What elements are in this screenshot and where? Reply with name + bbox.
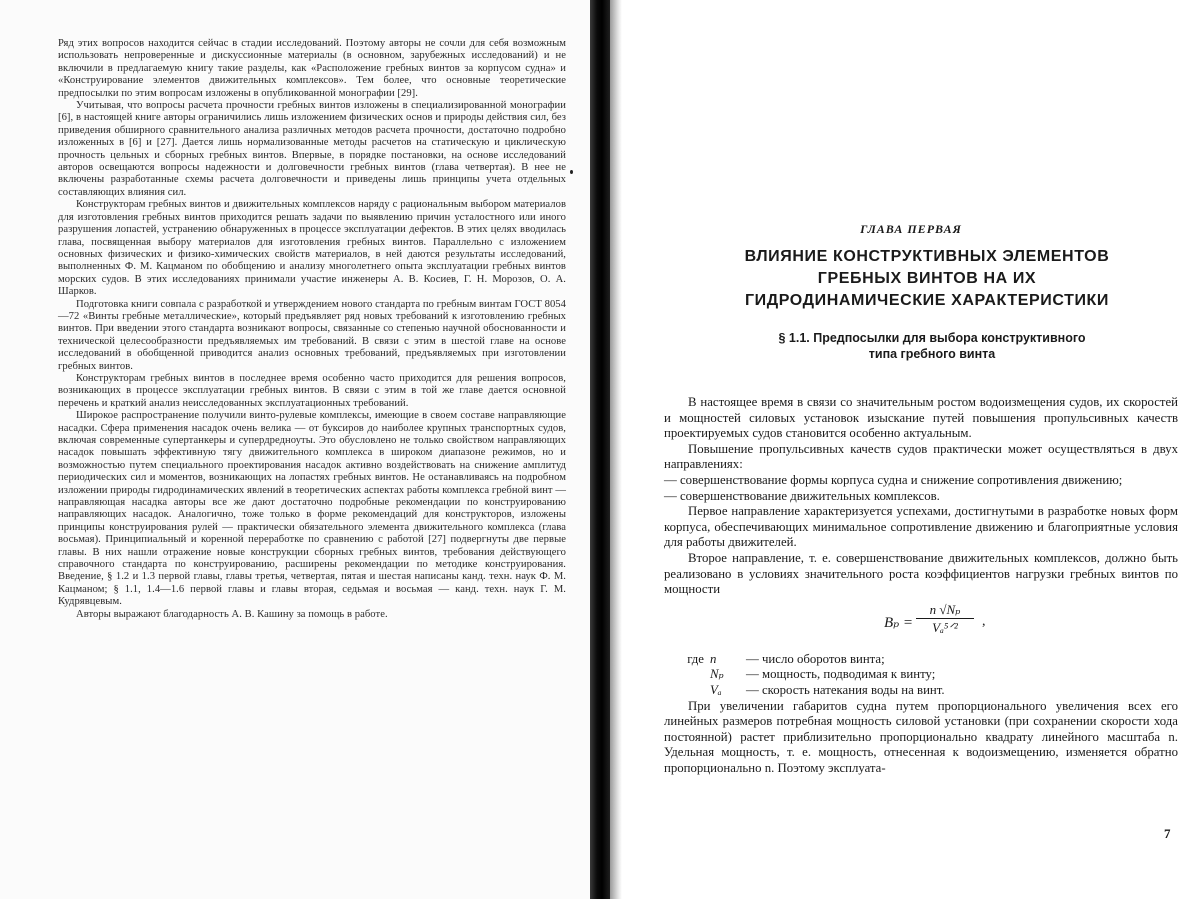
- chapter-title-line: ГРЕБНЫХ ВИНТОВ НА ИХ: [817, 270, 1037, 287]
- chapter-title-line: ГИДРОДИНАМИЧЕСКИЕ ХАРАКТЕРИСТИКИ: [744, 292, 1110, 309]
- section-title: [722, 330, 1142, 362]
- legend-row: [664, 652, 1178, 668]
- chapter-title-line: ВЛИЯНИЕ КОНСТРУКТИВНЫХ ЭЛЕМЕНТОВ: [744, 248, 1110, 265]
- legend-symbol: Nₚ: [710, 667, 724, 682]
- formula-lhs: Bₚ =: [884, 614, 914, 631]
- left-paragraph: Ряд этих вопросов находится сейчас в стадии исследований. Поэтому авторы не сочли для себя возможным использовать непроверенные и дискуссионные материалы (в основном, зарубежных исследований) и не включили в предлагаемую книгу такие разделы, как «Расположение гребных винтов за корпусом судна» и «Конструирование элементов движительных комплексов». Тем более, что основные теоретические предпосылки по этим вопросам изложены в опубликованной монографии [29].: [58, 38, 566, 99]
- list-item: — совершенствование формы корпуса судна и снижение сопротивления движению;: [664, 472, 1123, 487]
- formula-denominator: Vₐ⁵ᐟ²: [932, 620, 958, 636]
- left-page-text: [58, 38, 566, 621]
- formula-numerator: n √Nₚ: [916, 602, 974, 620]
- list-item: — совершенствование движительных комплексов.: [664, 488, 940, 503]
- formula-comma: ,: [982, 613, 986, 629]
- formula-fraction: [916, 602, 974, 636]
- legend-label: [664, 683, 704, 699]
- left-paragraph: Подготовка книги совпала с разработкой и утверждением нового стандарта по гребным винтам ГОСТ 8054—72 «Винты гребные металлические», который предъявляет ряд новых требований к изготовлению гребных винтов. При введении этого стандарта возникают вопросы, связанные со степенью научной обоснованности и технической целесообразности предъявляемых им требований. В связи с этим в шестой главе на основе исследований в обобщенной приводится анализ основных требований, предъявляемых при изготовлении гребных винтов.: [58, 298, 566, 372]
- formula-legend: [664, 652, 1178, 699]
- legend-row: [664, 667, 1178, 683]
- left-page: [0, 0, 590, 899]
- legend-text: — скорость натекания воды на винт.: [746, 682, 945, 697]
- body-paragraph: Первое направление характеризуется успехами, достигнутыми в разработке новых форм корпуса, обеспечивающих минимальное сопротивление движению и благоприятные условия для работы движителей.: [664, 504, 1178, 550]
- legend-symbol: Vₐ: [710, 682, 722, 697]
- legend-text: — число оборотов винта;: [746, 651, 885, 666]
- left-paragraph: Конструкторам гребных винтов в последнее время особенно часто приходится для решения вопросов, возникающих в процессе эксплуатации гребных винтов. В связи с этим в той же главе дается основной перечень и краткий анализ неисследованных эксплуатационных требований.: [58, 372, 566, 409]
- body-paragraph: При увеличении габаритов судна путем пропорционального увеличения всех его линейных размеров потребная мощность силовой установки (при сохранении скорости хода постоянной) растет приблизительно пропорционально квадрату линейного масштаба n. Удельная мощность, т. е. мощность, отнесенная к водоизмещению, изменяется обратно пропорционально n. Поэтому эксплуата-: [664, 698, 1178, 775]
- right-page-body: [664, 395, 1178, 776]
- legend-label: где: [687, 651, 704, 666]
- legend-label: [664, 667, 704, 683]
- section-title-line: типа гребного винта: [868, 347, 996, 361]
- page-number: 7: [1164, 826, 1171, 841]
- left-paragraph: Учитывая, что вопросы расчета прочности гребных винтов изложены в специализированной монографии [6], в настоящей книге авторы ограничились лишь изложением физических основ и природы действия сил, без приведения обширного сравнительного анализа различных методов расчета прочности, достаточно подробно изложенных в [6] и [27]. Дается лишь нормализованные методы расчетов на статическую и циклическую прочность цельных и сборных гребных винтов. Впервые, в порядке постановки, на основе исследований авторов освещаются вопросы надежности и долговечности гребных винтов (глава четвертая). В нее не включены разработанные схемы расчета долговечности и приведены лишь принципы учета отдельных составляющих влияния сил.: [58, 100, 566, 198]
- scan-speck: [570, 170, 573, 174]
- section-title-line: § 1.1. Предпосылки для выбора конструктивного: [778, 331, 1086, 345]
- legend-symbol: n: [710, 651, 717, 666]
- chapter-title: [692, 246, 1162, 312]
- left-paragraph: Конструкторам гребных винтов и движительных комплексов наряду с рациональным выбором материалов для изготовления гребных винтов приходится решать задачи по выявлению причин усталостного или иного разрушения лопастей, устранению обнаруженных в процессе эксплуатации дефектов. В этих целях вводилась глава, посвященная выбору материалов для изготовления гребных винтов. Параллельно с изложением основных физических и физико-химических свойств материалов, в ней даются результаты исследований, выполненных Ф. М. Кацманом по обобщению и анализу многолетнего опыта эксплуатации гребных винтов морских судов. В этих исследованиях принимали участие инженеры А. В. Косиев, Г. Н. Морозов, О. А. Шарков.: [58, 199, 566, 298]
- left-paragraph: Широкое распространение получили винто-рулевые комплексы, имеющие в своем составе направляющие насадки. Сфера применения насадок очень велика — от буксиров до наиболее крупных транспортных судов, включая современные супертанкеры и супердредноуты. Это обусловлено не только свойством направляющих насадок повышать эффективную тягу движительного комплекса в широком диапазоне режимов, но и возможностью путем специального проектирования насадок активно воздействовать на снижение амплитуд периодических сил и моментов, возникающих на лопастях гребных винтов. Не останавливаясь на подробном изложении природы гидродинамических явлений в теоретических аспектах работы комплекса гребной винт — направляющая насадка авторы все же дают достаточно подробные рекомендации по конструированию направляющих насадок. Аналогично, тоже только в форме рекомендаций для конструкторов, изложены принципы конструирования рулей — практически обязательного элемента движительного комплекса (глава восьмая). Принципиальный и коренной переработке по сравнению с работой [27] подвергнуты две первые главы. В них нашли отражение новые конструкции сборных гребных винтов, требования действующего справочного стандарта по конструированию, расширены рекомендации по методике конструирования. Введение, § 1.2 и 1.3 первой главы, главы третья, четвертая, пятая и шестая написаны канд. техн. наук Ф. М. Кацманом; § 1.1, 1.4—1.6 первой главы и главы вторая, седьмая и восьмая — канд. техн. наук Г. М. Кудрявцевым.: [58, 410, 566, 608]
- body-paragraph: В настоящее время в связи со значительным ростом водоизмещения судов, их скоростей и мощностей силовых установок изыскание путей повышения пропульсивных качеств проектируемых судов становится особенно актуальным.: [664, 395, 1178, 441]
- body-paragraph: Второе направление, т. е. совершенствование движительных комплексов, должно быть реализовано в условиях значительного роста коэффициентов нагрузки гребных винтов по мощности: [664, 550, 1178, 597]
- right-page: [622, 0, 1200, 899]
- book-binding: [590, 0, 610, 899]
- binding-shadow: [610, 0, 622, 899]
- formula: [664, 602, 1178, 650]
- legend-text: — мощность, подводимая к винту;: [746, 667, 936, 682]
- chapter-label: ГЛАВА ПЕРВАЯ: [860, 222, 962, 236]
- left-paragraph: Авторы выражают благодарность А. В. Кашину за помощь в работе.: [76, 608, 388, 620]
- body-paragraph: Повышение пропульсивных качеств судов практически может осуществляться в двух направлениях:: [664, 441, 1178, 472]
- legend-row: [664, 683, 1178, 699]
